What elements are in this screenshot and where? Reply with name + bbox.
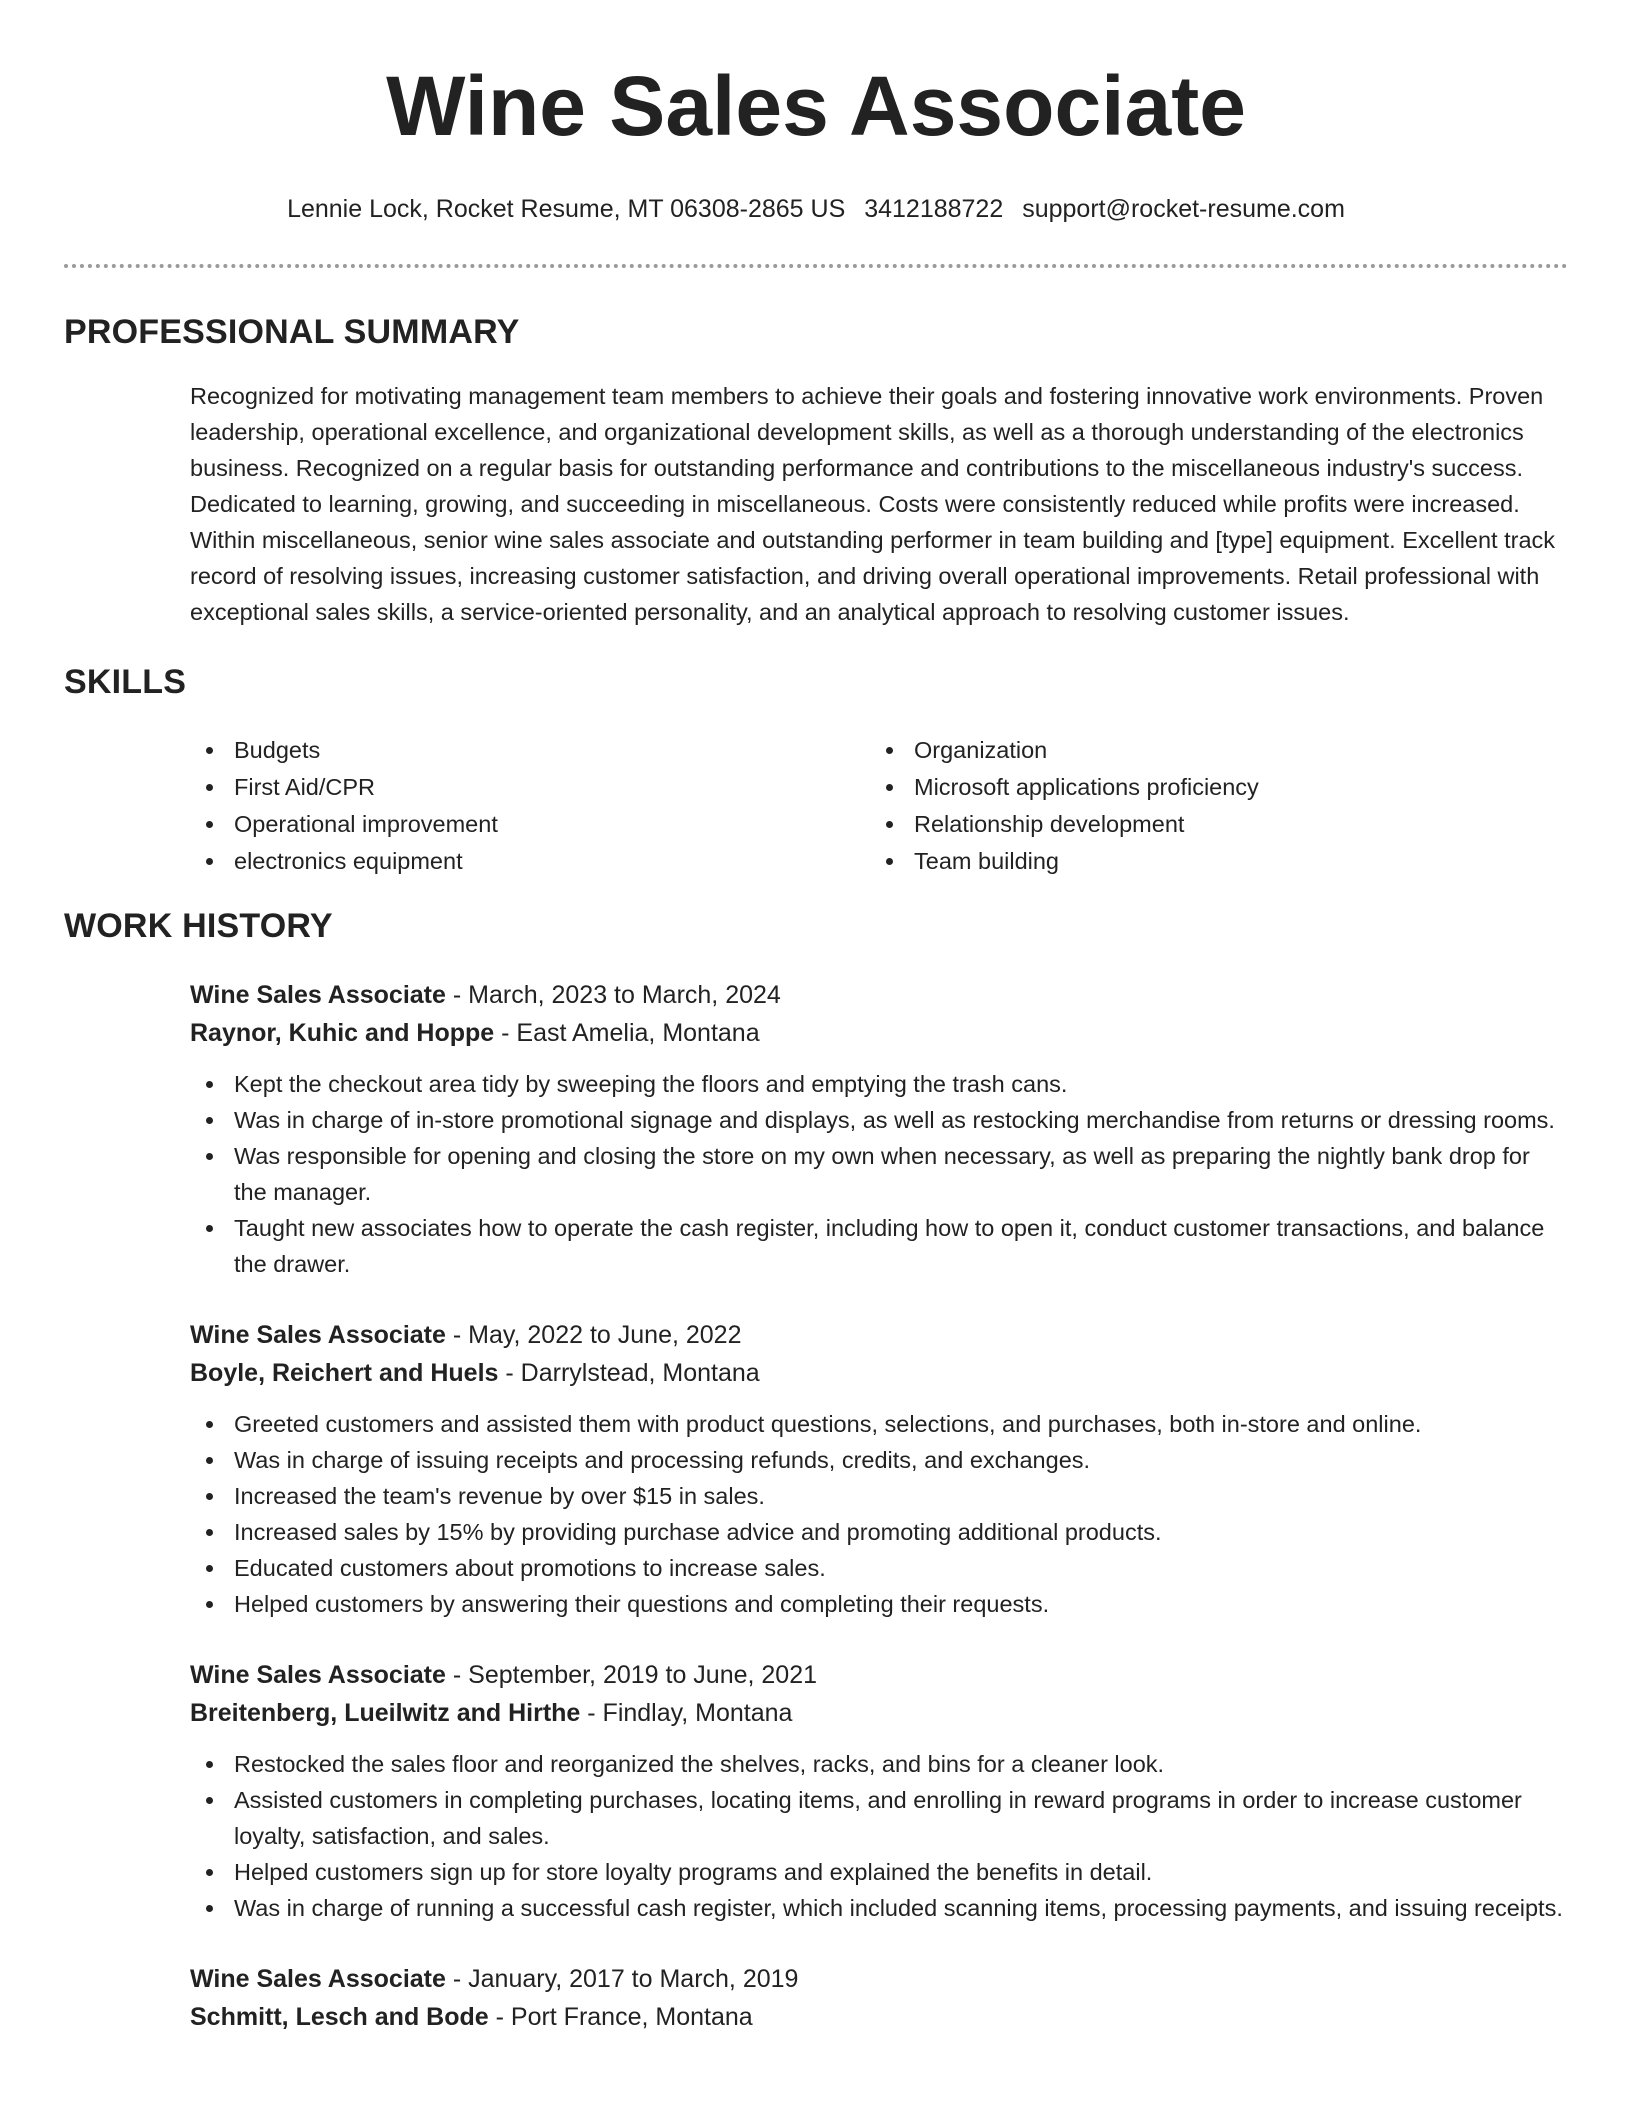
job-bullet: Increased sales by 15% by providing purchase advice and promoting additional products. [190,1514,1568,1550]
contact-line [64,194,1568,224]
job-title: Wine Sales Associate [190,1965,446,1993]
job-company: Raynor, Kuhic and Hoppe [190,1019,495,1047]
job-bullet: Taught new associates how to operate the cash register, including how to open it, conduct customer transactions, and balance the drawer. [190,1210,1568,1282]
job-bullets [190,1406,1568,1622]
job-company-line [190,1354,1568,1392]
contact-address: Lennie Lock, Rocket Resume, MT 06308-2865 US [287,195,846,223]
job-title-line [190,1316,1568,1354]
section-title-work: WORK HISTORY [64,907,333,945]
job-title: Wine Sales Associate [190,981,446,1009]
job-company-line [190,1998,1568,2036]
job-location: - Darrylstead, Montana [498,1359,760,1387]
job-bullet: Kept the checkout area tidy by sweeping the floors and emptying the trash cans. [190,1066,1568,1102]
job-dates: - September, 2019 to June, 2021 [445,1661,818,1689]
contact-phone: 3412188722 [864,195,1004,223]
job-title: Wine Sales Associate [190,1661,446,1689]
job-dates: - January, 2017 to March, 2019 [445,1965,799,1993]
section-title-summary: PROFESSIONAL SUMMARY [64,313,520,351]
job-bullet: Helped customers by answering their questions and completing their requests. [190,1586,1568,1622]
skill-item: electronics equipment [190,843,870,880]
job-company: Boyle, Reichert and Huels [190,1359,499,1387]
job-title-line [190,976,1568,1014]
skill-item: Relationship development [870,806,1568,843]
skill-item: Microsoft applications proficiency [870,769,1568,806]
job-entry [190,1316,1568,1622]
contact-email: support@rocket-resume.com [1022,195,1345,223]
job-company-line [190,1014,1568,1052]
job-bullet: Was in charge of issuing receipts and processing refunds, credits, and exchanges. [190,1442,1568,1478]
job-bullet: Assisted customers in completing purchases, locating items, and enrolling in reward programs in order to increase customer loyalty, satisfaction, and sales. [190,1782,1568,1854]
job-dates: - May, 2022 to June, 2022 [445,1321,742,1349]
job-bullet: Was in charge of in-store promotional signage and displays, as well as restocking merchandise from returns or dressing rooms. [190,1102,1568,1138]
job-bullet: Greeted customers and assisted them with product questions, selections, and purchases, both in-store and online. [190,1406,1568,1442]
job-bullet: Was responsible for opening and closing the store on my own when necessary, as well as preparing the nightly bank drop for the manager. [190,1138,1568,1210]
skill-item: First Aid/CPR [190,769,870,806]
summary-text: Recognized for motivating management team members to achieve their goals and fostering innovative work environments. Proven leadership, operational excellence, and organizational development skills, as well as a thorough understanding of the electronics business. Recognized on a regular basis for outstanding performance and contributions to the miscellaneous industry's success. Dedicated to learning, growing, and succeeding in miscellaneous. Costs were consistently reduced while profits were increased. Within miscellaneous, senior wine sales associate and outstanding performer in team building and [type] equipment. Excellent track record of resolving issues, increasing customer satisfaction, and driving overall operational improvements. Retail professional with exceptional sales skills, a service-oriented personality, and an analytical approach to resolving customer issues. [190,383,1556,625]
job-title: Wine Sales Associate [190,1321,446,1349]
job-bullets [190,1746,1568,1926]
skills-column-left [190,732,870,880]
job-bullet: Increased the team's revenue by over $15 in sales. [190,1478,1568,1514]
skills-list [190,732,1568,880]
header-divider [64,264,1568,268]
job-entry [190,1656,1568,1926]
job-title-line [190,1656,1568,1694]
job-dates: - March, 2023 to March, 2024 [445,981,781,1009]
job-location: - East Amelia, Montana [494,1019,760,1047]
job-entry [190,1960,1568,2036]
section-title-skills: SKILLS [64,663,187,701]
job-company: Breitenberg, Lueilwitz and Hirthe [190,1699,581,1727]
skill-item: Operational improvement [190,806,870,843]
job-bullet: Was in charge of running a successful cash register, which included scanning items, processing payments, and issuing receipts. [190,1890,1568,1926]
job-bullet: Restocked the sales floor and reorganized the shelves, racks, and bins for a cleaner look. [190,1746,1568,1782]
job-company: Schmitt, Lesch and Bode [190,2003,489,2031]
job-bullet: Educated customers about promotions to increase sales. [190,1550,1568,1586]
job-location: - Findlay, Montana [580,1699,793,1727]
skills-column-right [870,732,1568,880]
resume-title: Wine Sales Associate [386,59,1246,153]
job-bullet: Helped customers sign up for store loyalty programs and explained the benefits in detail. [190,1854,1568,1890]
job-company-line [190,1694,1568,1732]
job-entry [190,976,1568,1282]
job-location: - Port France, Montana [488,2003,753,2031]
job-title-line [190,1960,1568,1998]
skill-item: Team building [870,843,1568,880]
job-bullets [190,1066,1568,1282]
skill-item: Organization [870,732,1568,769]
skill-item: Budgets [190,732,870,769]
